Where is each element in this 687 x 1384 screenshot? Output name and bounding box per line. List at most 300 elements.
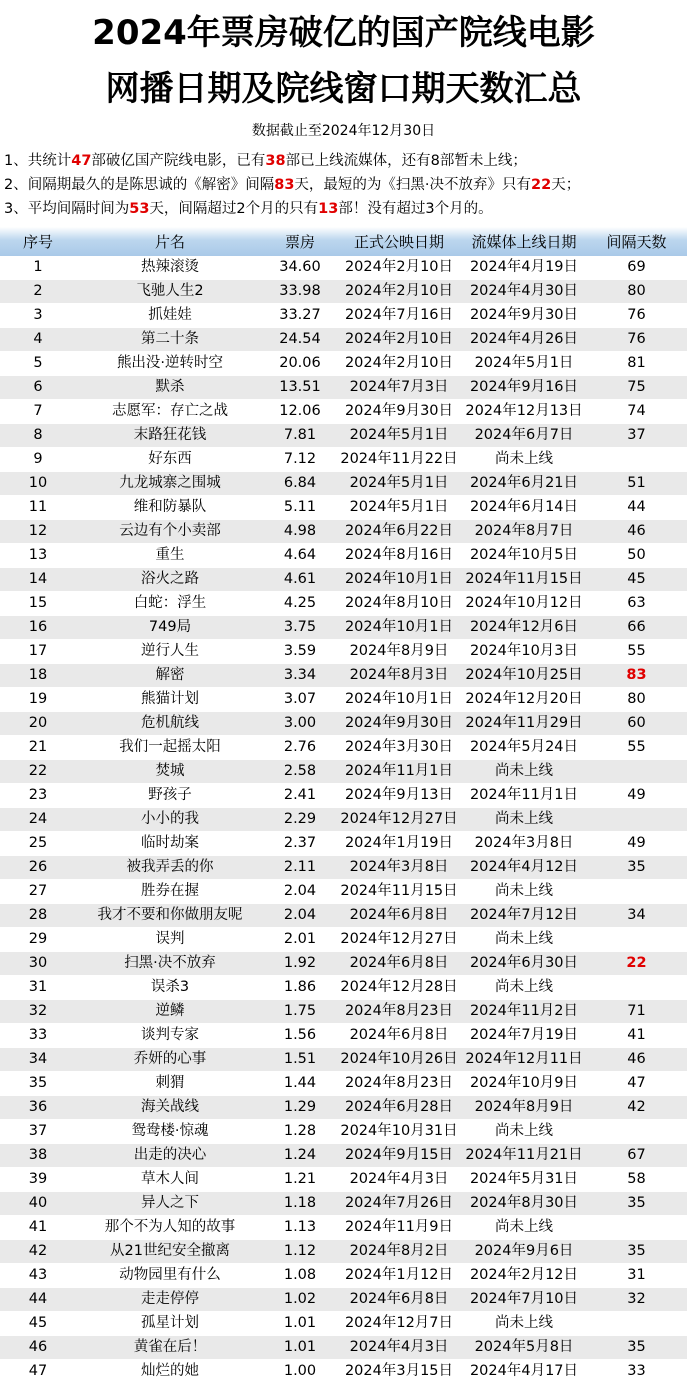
gap-days [586, 928, 687, 952]
row-index: 21 [0, 736, 76, 760]
film-title: 焚城 [76, 760, 264, 784]
film-title: 草木人间 [76, 1168, 264, 1192]
streaming-date: 2024年5月24日 [462, 736, 586, 760]
release-date: 2024年9月30日 [336, 712, 462, 736]
streaming-date: 2024年10月25日 [462, 664, 586, 688]
gap-days: 35 [586, 1192, 687, 1216]
film-title: 第二十条 [76, 328, 264, 352]
summary-note-1: 1、共统计47部破亿国产院线电影，已有38部已上线流媒体，还有8部暂未上线； [4, 153, 527, 169]
film-title: 熊猫计划 [76, 688, 264, 712]
film-title: 浴火之路 [76, 568, 264, 592]
table-row [0, 1240, 687, 1264]
highlight-number: 47 [71, 153, 92, 169]
box-office: 33.98 [264, 280, 336, 304]
film-title: 鸳鸯楼·惊魂 [76, 1120, 264, 1144]
streaming-date: 2024年12月13日 [462, 400, 586, 424]
gap-days: 35 [586, 1240, 687, 1264]
release-date: 2024年2月10日 [336, 352, 462, 376]
header-streaming-date: 流媒体上线日期 [471, 233, 577, 251]
streaming-date: 尚未上线 [462, 760, 586, 784]
release-date: 2024年4月3日 [336, 1336, 462, 1360]
film-title: 海关战线 [76, 1096, 264, 1120]
box-office: 1.18 [264, 1192, 336, 1216]
gap-days: 35 [586, 856, 687, 880]
release-date: 2024年1月12日 [336, 1264, 462, 1288]
box-office: 1.21 [264, 1168, 336, 1192]
summary-note-2: 2、间隔期最久的是陈思诚的《解密》间隔83天，最短的为《扫黑·决不放弃》只有22天； [4, 177, 581, 193]
row-index: 3 [0, 304, 76, 328]
table-row [0, 448, 687, 472]
row-index: 27 [0, 880, 76, 904]
highlight-number: 13 [318, 201, 339, 217]
film-title: 维和防暴队 [76, 496, 264, 520]
box-office: 13.51 [264, 376, 336, 400]
row-index: 37 [0, 1120, 76, 1144]
row-index: 12 [0, 520, 76, 544]
release-date: 2024年9月15日 [336, 1144, 462, 1168]
box-office: 3.34 [264, 664, 336, 688]
row-index: 45 [0, 1312, 76, 1336]
table-row [0, 496, 687, 520]
streaming-date: 2024年7月19日 [462, 1024, 586, 1048]
film-title: 飞驰人生2 [76, 280, 264, 304]
release-date: 2024年8月23日 [336, 1000, 462, 1024]
streaming-date: 2024年12月6日 [462, 616, 586, 640]
row-index: 33 [0, 1024, 76, 1048]
gap-days: 41 [586, 1024, 687, 1048]
gap-days: 83 [586, 664, 687, 688]
film-title: 黄雀在后！ [76, 1336, 264, 1360]
film-title: 胜券在握 [76, 880, 264, 904]
release-date: 2024年2月10日 [336, 256, 462, 280]
box-office: 7.81 [264, 424, 336, 448]
release-date: 2024年6月22日 [336, 520, 462, 544]
row-index: 9 [0, 448, 76, 472]
release-date: 2024年5月1日 [336, 472, 462, 496]
row-index: 11 [0, 496, 76, 520]
streaming-date: 2024年4月26日 [462, 328, 586, 352]
table-row [0, 376, 687, 400]
gap-days: 80 [586, 280, 687, 304]
table-row [0, 688, 687, 712]
header-title: 片名 [154, 233, 185, 251]
streaming-date: 2024年9月16日 [462, 376, 586, 400]
release-date: 2024年1月19日 [336, 832, 462, 856]
release-date: 2024年10月26日 [336, 1048, 462, 1072]
table-row [0, 1000, 687, 1024]
table-row [0, 1168, 687, 1192]
film-title: 危机航线 [76, 712, 264, 736]
box-office: 3.75 [264, 616, 336, 640]
gap-days: 46 [586, 1048, 687, 1072]
release-date: 2024年3月15日 [336, 1360, 462, 1384]
film-title: 临时劫案 [76, 832, 264, 856]
film-title: 异人之下 [76, 1192, 264, 1216]
table-row [0, 256, 687, 280]
gap-days: 58 [586, 1168, 687, 1192]
box-office: 4.25 [264, 592, 336, 616]
row-index: 30 [0, 952, 76, 976]
row-index: 5 [0, 352, 76, 376]
box-office: 2.58 [264, 760, 336, 784]
box-office: 5.11 [264, 496, 336, 520]
gap-days: 76 [586, 304, 687, 328]
page-title-line1: 2024年票房破亿的国产院线电影 [92, 13, 595, 53]
film-title: 从21世纪安全撤离 [76, 1240, 264, 1264]
film-title: 我们一起摇太阳 [76, 736, 264, 760]
row-index: 29 [0, 928, 76, 952]
gap-days: 35 [586, 1336, 687, 1360]
release-date: 2024年10月31日 [336, 1120, 462, 1144]
streaming-date: 2024年5月31日 [462, 1168, 586, 1192]
release-date: 2024年5月1日 [336, 424, 462, 448]
table-row [0, 1072, 687, 1096]
gap-days [586, 1216, 687, 1240]
box-office: 3.59 [264, 640, 336, 664]
gap-days: 37 [586, 424, 687, 448]
table-row [0, 976, 687, 1000]
gap-days: 80 [586, 688, 687, 712]
row-index: 7 [0, 400, 76, 424]
release-date: 2024年9月30日 [336, 400, 462, 424]
gap-days [586, 448, 687, 472]
release-date: 2024年10月1日 [336, 616, 462, 640]
gap-days: 60 [586, 712, 687, 736]
release-date: 2024年10月1日 [336, 688, 462, 712]
box-office: 1.51 [264, 1048, 336, 1072]
box-office: 3.00 [264, 712, 336, 736]
table-row [0, 1024, 687, 1048]
table-body [0, 256, 687, 1384]
film-title: 白蛇：浮生 [76, 592, 264, 616]
row-index: 36 [0, 1096, 76, 1120]
box-office: 1.28 [264, 1120, 336, 1144]
release-date: 2024年6月8日 [336, 1024, 462, 1048]
film-title: 动物园里有什么 [76, 1264, 264, 1288]
film-title: 出走的决心 [76, 1144, 264, 1168]
gap-days: 42 [586, 1096, 687, 1120]
box-office: 1.02 [264, 1288, 336, 1312]
data-cutoff-subtitle: 数据截止至2024年12月30日 [251, 123, 436, 139]
box-office: 4.61 [264, 568, 336, 592]
release-date: 2024年11月15日 [336, 880, 462, 904]
row-index: 18 [0, 664, 76, 688]
row-index: 31 [0, 976, 76, 1000]
release-date: 2024年3月30日 [336, 736, 462, 760]
table-row [0, 808, 687, 832]
row-index: 19 [0, 688, 76, 712]
gap-days: 22 [586, 952, 687, 976]
gap-days: 67 [586, 1144, 687, 1168]
streaming-date: 2024年7月10日 [462, 1288, 586, 1312]
film-title: 末路狂花钱 [76, 424, 264, 448]
gap-days: 76 [586, 328, 687, 352]
film-title: 默杀 [76, 376, 264, 400]
table-row [0, 1096, 687, 1120]
film-title: 逆行人生 [76, 640, 264, 664]
table-row [0, 784, 687, 808]
table-row [0, 1264, 687, 1288]
film-title: 小小的我 [76, 808, 264, 832]
box-office: 1.12 [264, 1240, 336, 1264]
film-title: 扫黑·决不放弃 [76, 952, 264, 976]
film-title: 九龙城寨之围城 [76, 472, 264, 496]
streaming-date: 2024年4月17日 [462, 1360, 586, 1384]
gap-days: 81 [586, 352, 687, 376]
release-date: 2024年6月28日 [336, 1096, 462, 1120]
table-row [0, 664, 687, 688]
gap-days: 69 [586, 256, 687, 280]
streaming-date: 2024年12月11日 [462, 1048, 586, 1072]
gap-days [586, 880, 687, 904]
table-row [0, 904, 687, 928]
release-date: 2024年7月16日 [336, 304, 462, 328]
table-row [0, 640, 687, 664]
release-date: 2024年2月10日 [336, 280, 462, 304]
streaming-date: 2024年10月12日 [462, 592, 586, 616]
box-office: 1.01 [264, 1336, 336, 1360]
streaming-date: 尚未上线 [462, 448, 586, 472]
box-office: 1.01 [264, 1312, 336, 1336]
streaming-date: 2024年11月15日 [462, 568, 586, 592]
row-index: 23 [0, 784, 76, 808]
streaming-date: 尚未上线 [462, 808, 586, 832]
box-office: 2.29 [264, 808, 336, 832]
film-title: 志愿军：存亡之战 [76, 400, 264, 424]
streaming-date: 2024年8月30日 [462, 1192, 586, 1216]
streaming-date: 2024年5月8日 [462, 1336, 586, 1360]
box-office: 2.41 [264, 784, 336, 808]
streaming-date: 2024年11月29日 [462, 712, 586, 736]
release-date: 2024年10月1日 [336, 568, 462, 592]
gap-days: 46 [586, 520, 687, 544]
table-row [0, 1048, 687, 1072]
streaming-date: 2024年10月9日 [462, 1072, 586, 1096]
streaming-date: 2024年4月30日 [462, 280, 586, 304]
streaming-date: 2024年12月20日 [462, 688, 586, 712]
release-date: 2024年11月22日 [336, 448, 462, 472]
film-title: 谈判专家 [76, 1024, 264, 1048]
table-row [0, 928, 687, 952]
gap-days: 47 [586, 1072, 687, 1096]
box-office: 1.56 [264, 1024, 336, 1048]
streaming-date: 2024年10月3日 [462, 640, 586, 664]
row-index: 20 [0, 712, 76, 736]
row-index: 2 [0, 280, 76, 304]
row-index: 24 [0, 808, 76, 832]
row-index: 28 [0, 904, 76, 928]
box-office: 2.04 [264, 880, 336, 904]
film-title: 好东西 [76, 448, 264, 472]
release-date: 2024年4月3日 [336, 1168, 462, 1192]
box-office: 20.06 [264, 352, 336, 376]
streaming-date: 2024年4月19日 [462, 256, 586, 280]
film-title: 抓娃娃 [76, 304, 264, 328]
film-table [0, 227, 687, 1384]
gap-days: 71 [586, 1000, 687, 1024]
streaming-date: 尚未上线 [462, 928, 586, 952]
release-date: 2024年7月26日 [336, 1192, 462, 1216]
table-row [0, 472, 687, 496]
streaming-date: 2024年6月7日 [462, 424, 586, 448]
box-office: 4.64 [264, 544, 336, 568]
row-index: 38 [0, 1144, 76, 1168]
box-office: 1.08 [264, 1264, 336, 1288]
row-index: 15 [0, 592, 76, 616]
release-date: 2024年11月9日 [336, 1216, 462, 1240]
box-office: 1.24 [264, 1144, 336, 1168]
streaming-date: 2024年2月12日 [462, 1264, 586, 1288]
header-gap-days: 间隔天数 [606, 233, 667, 251]
streaming-date: 尚未上线 [462, 880, 586, 904]
table-row [0, 592, 687, 616]
gap-days: 32 [586, 1288, 687, 1312]
table-row [0, 304, 687, 328]
film-title: 云边有个小卖部 [76, 520, 264, 544]
gap-days: 45 [586, 568, 687, 592]
streaming-date: 2024年4月12日 [462, 856, 586, 880]
release-date: 2024年7月3日 [336, 376, 462, 400]
release-date: 2024年8月9日 [336, 640, 462, 664]
highlight-number: 53 [129, 201, 150, 217]
table-row [0, 328, 687, 352]
gap-days [586, 1120, 687, 1144]
gap-days: 33 [586, 1360, 687, 1384]
release-date: 2024年8月10日 [336, 592, 462, 616]
row-index: 13 [0, 544, 76, 568]
gap-days: 31 [586, 1264, 687, 1288]
row-index: 8 [0, 424, 76, 448]
release-date: 2024年12月27日 [336, 808, 462, 832]
release-date: 2024年3月8日 [336, 856, 462, 880]
gap-days [586, 1312, 687, 1336]
gap-days: 55 [586, 640, 687, 664]
film-title: 逆鳞 [76, 1000, 264, 1024]
row-index: 26 [0, 856, 76, 880]
streaming-date: 2024年8月7日 [462, 520, 586, 544]
gap-days: 51 [586, 472, 687, 496]
film-title: 749局 [76, 616, 264, 640]
streaming-date: 2024年8月9日 [462, 1096, 586, 1120]
streaming-date: 2024年9月6日 [462, 1240, 586, 1264]
row-index: 6 [0, 376, 76, 400]
box-office: 6.84 [264, 472, 336, 496]
table-row [0, 400, 687, 424]
box-office: 1.00 [264, 1360, 336, 1384]
row-index: 34 [0, 1048, 76, 1072]
streaming-date: 2024年6月21日 [462, 472, 586, 496]
gap-days: 34 [586, 904, 687, 928]
film-title: 热辣滚烫 [76, 256, 264, 280]
row-index: 35 [0, 1072, 76, 1096]
release-date: 2024年11月1日 [336, 760, 462, 784]
film-title: 误判 [76, 928, 264, 952]
streaming-date: 2024年11月1日 [462, 784, 586, 808]
box-office: 2.04 [264, 904, 336, 928]
streaming-date: 2024年5月1日 [462, 352, 586, 376]
release-date: 2024年9月13日 [336, 784, 462, 808]
streaming-date: 2024年11月21日 [462, 1144, 586, 1168]
summary-note-3: 3、平均间隔时间为53天，间隔超过2个月的只有13部！没有超过3个月的。 [4, 201, 493, 217]
gap-days [586, 976, 687, 1000]
row-index: 1 [0, 256, 76, 280]
table-row [0, 832, 687, 856]
streaming-date: 2024年11月2日 [462, 1000, 586, 1024]
film-title: 乔妍的心事 [76, 1048, 264, 1072]
box-office: 12.06 [264, 400, 336, 424]
row-index: 44 [0, 1288, 76, 1312]
film-title: 解密 [76, 664, 264, 688]
release-date: 2024年8月16日 [336, 544, 462, 568]
box-office: 1.75 [264, 1000, 336, 1024]
box-office: 34.60 [264, 256, 336, 280]
highlight-number: 38 [265, 153, 286, 169]
table-header-row [0, 227, 687, 256]
row-index: 10 [0, 472, 76, 496]
row-index: 16 [0, 616, 76, 640]
box-office: 2.11 [264, 856, 336, 880]
table-row [0, 424, 687, 448]
release-date: 2024年6月8日 [336, 1288, 462, 1312]
row-index: 42 [0, 1240, 76, 1264]
box-office: 1.29 [264, 1096, 336, 1120]
gap-days [586, 808, 687, 832]
box-office: 2.01 [264, 928, 336, 952]
release-date: 2024年12月7日 [336, 1312, 462, 1336]
header-index: 序号 [22, 233, 53, 251]
streaming-date: 尚未上线 [462, 1120, 586, 1144]
gap-days: 74 [586, 400, 687, 424]
row-index: 43 [0, 1264, 76, 1288]
streaming-date: 2024年10月5日 [462, 544, 586, 568]
box-office: 1.13 [264, 1216, 336, 1240]
table-row [0, 1120, 687, 1144]
table-row [0, 1144, 687, 1168]
table-row [0, 616, 687, 640]
film-title: 灿烂的她 [76, 1360, 264, 1384]
row-index: 4 [0, 328, 76, 352]
table-row [0, 856, 687, 880]
film-title: 熊出没·逆转时空 [76, 352, 264, 376]
film-title: 我才不要和你做朋友呢 [76, 904, 264, 928]
table-row [0, 1192, 687, 1216]
gap-days: 49 [586, 832, 687, 856]
box-office: 4.98 [264, 520, 336, 544]
box-office: 1.92 [264, 952, 336, 976]
release-date: 2024年8月3日 [336, 664, 462, 688]
table-row [0, 1216, 687, 1240]
highlight-number: 83 [274, 177, 295, 193]
release-date: 2024年5月1日 [336, 496, 462, 520]
row-index: 14 [0, 568, 76, 592]
gap-days [586, 760, 687, 784]
release-date: 2024年6月8日 [336, 952, 462, 976]
row-index: 40 [0, 1192, 76, 1216]
box-office: 2.37 [264, 832, 336, 856]
table-row [0, 712, 687, 736]
page-title-line2: 网播日期及院线窗口期天数汇总 [105, 69, 582, 109]
streaming-date: 2024年9月30日 [462, 304, 586, 328]
box-office: 3.07 [264, 688, 336, 712]
film-title: 被我弄丢的你 [76, 856, 264, 880]
table-row [0, 1312, 687, 1336]
table-row [0, 1336, 687, 1360]
film-title: 误杀3 [76, 976, 264, 1000]
row-index: 46 [0, 1336, 76, 1360]
table-row [0, 520, 687, 544]
box-office: 1.44 [264, 1072, 336, 1096]
streaming-date: 2024年3月8日 [462, 832, 586, 856]
